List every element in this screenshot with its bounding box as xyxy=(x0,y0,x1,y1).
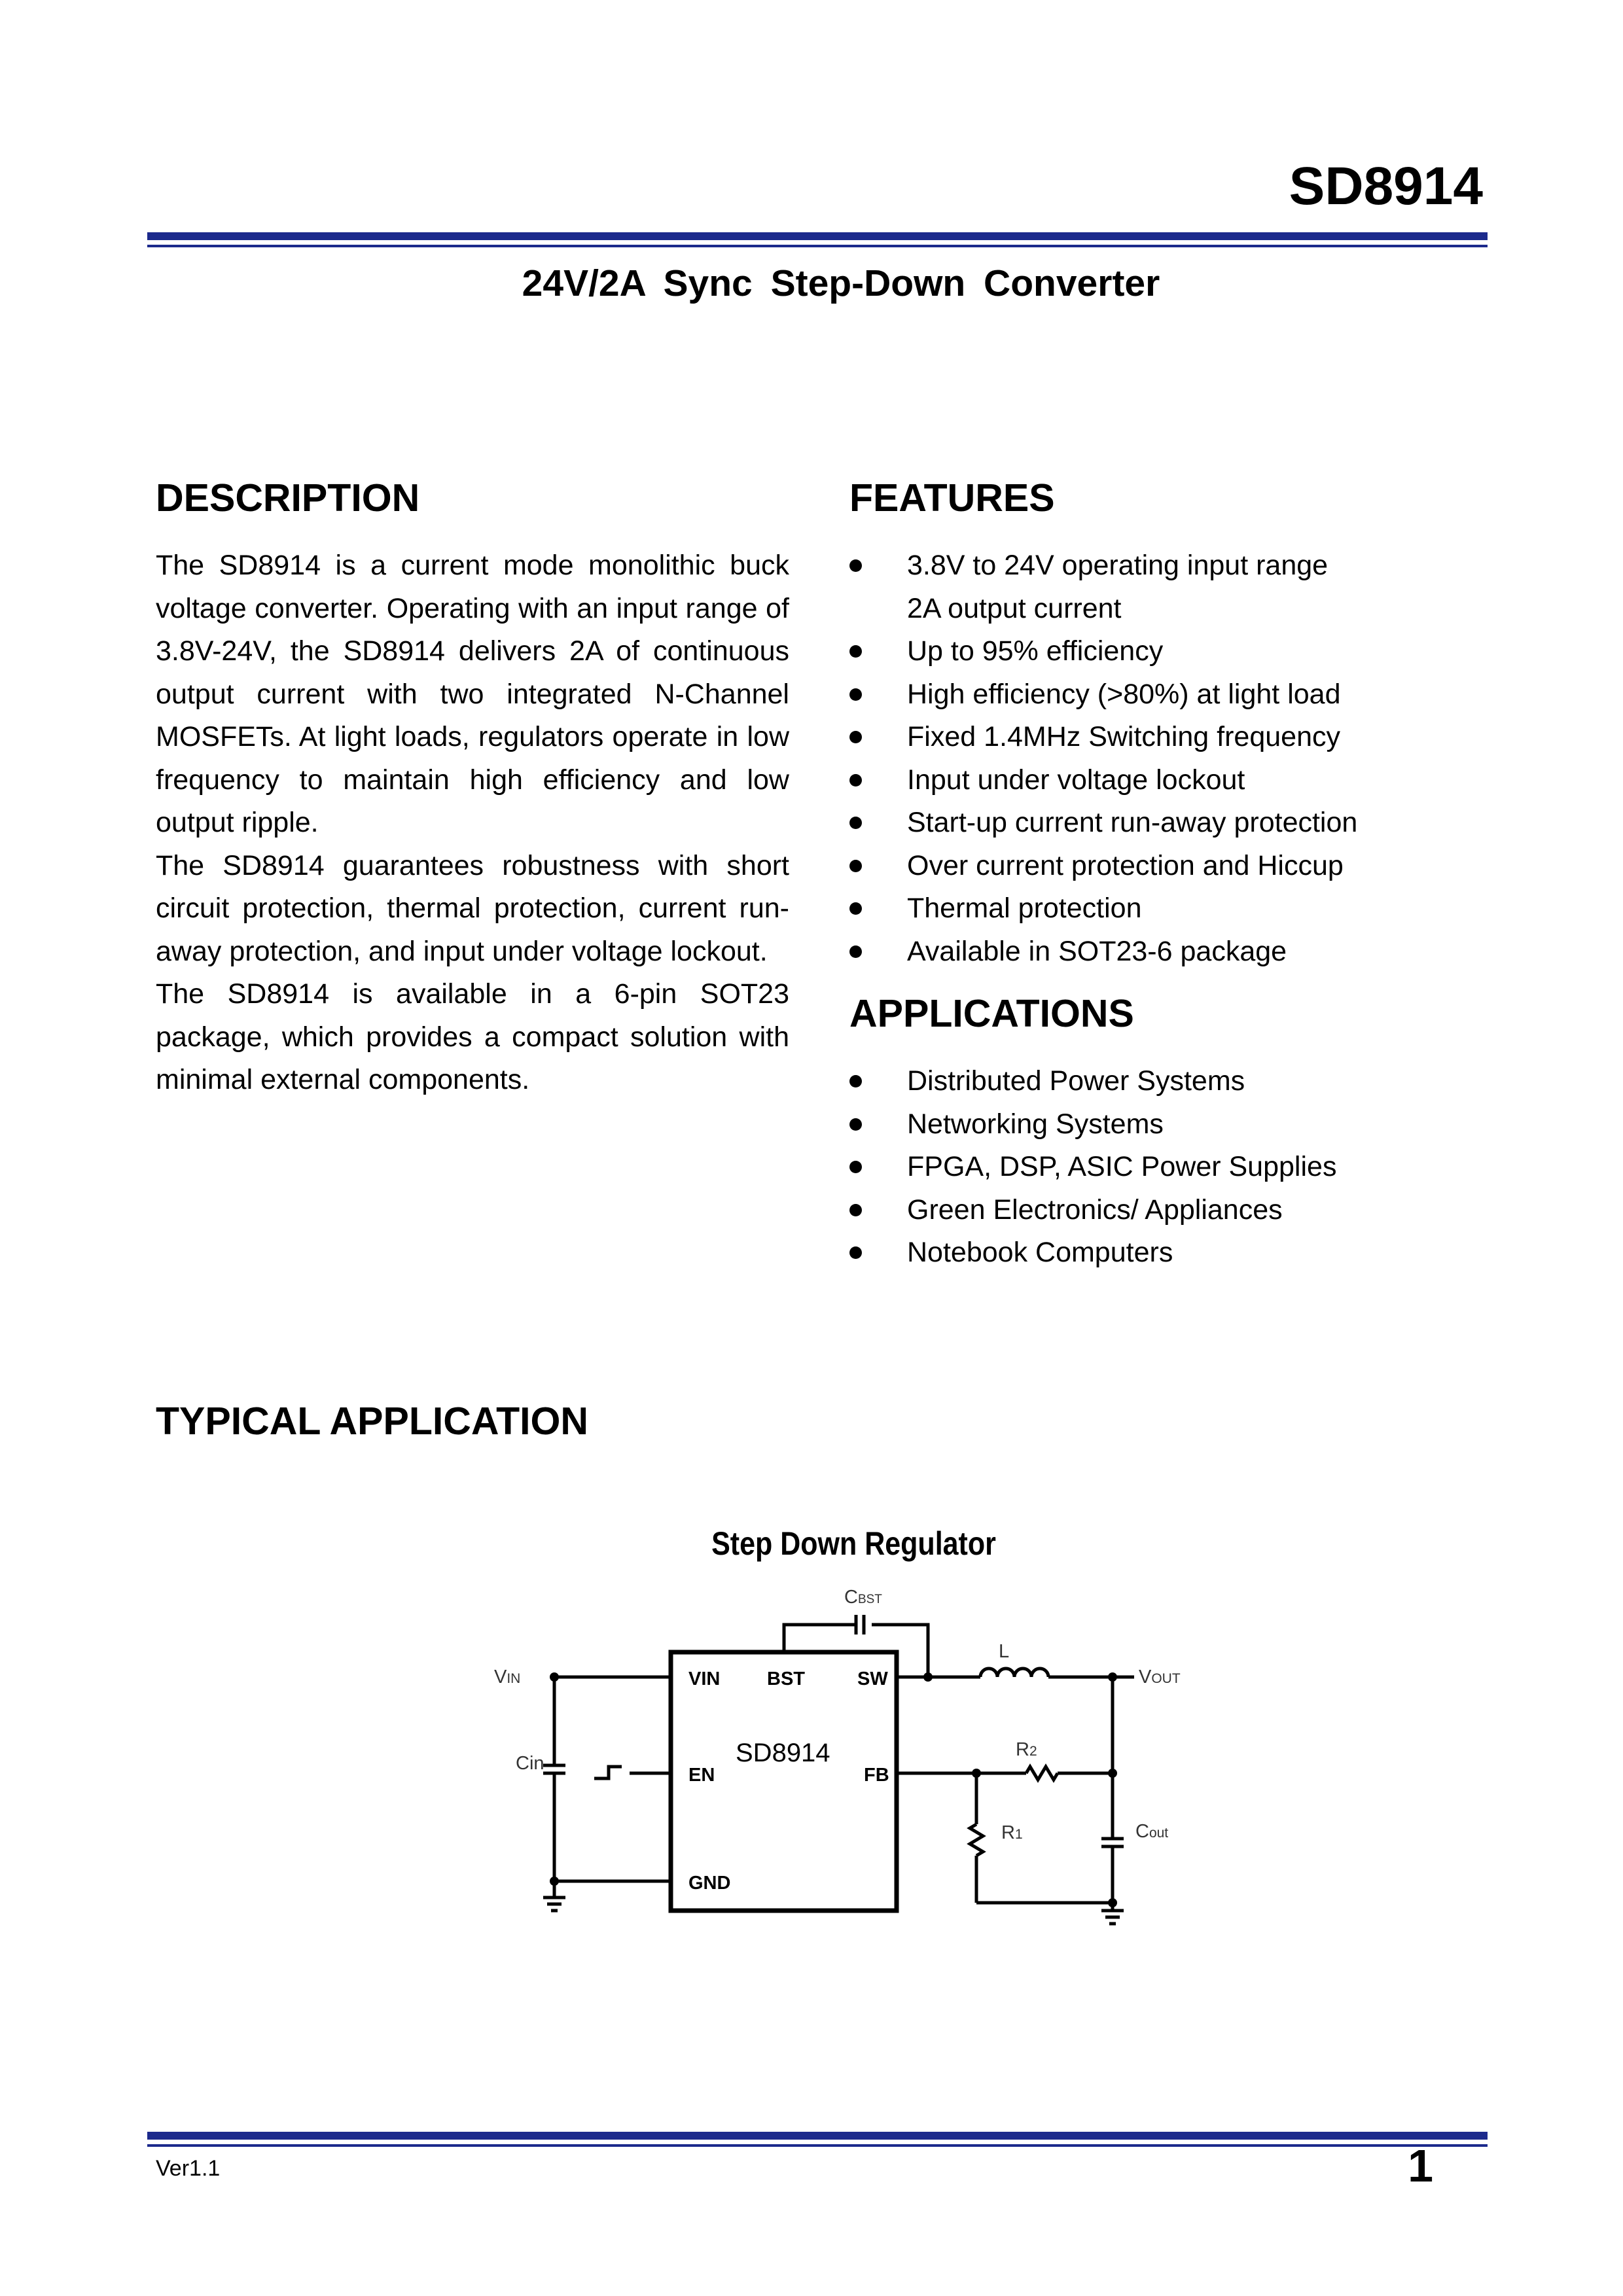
pin-bst: BST xyxy=(767,1669,805,1689)
vin-label: V xyxy=(494,1667,507,1687)
svg-text:R2 xyxy=(1016,1739,1037,1760)
r1-label: R xyxy=(1001,1822,1015,1843)
application-item: Notebook Computers xyxy=(849,1231,1336,1275)
vout-label: V xyxy=(1139,1667,1152,1687)
document-subtitle: 24V/2A Sync Step-Down Converter xyxy=(522,262,1160,304)
part-number: SD8914 xyxy=(1289,156,1483,216)
feature-item: Over current protection and Hiccup xyxy=(849,845,1357,888)
svg-text:CBST xyxy=(844,1587,882,1608)
applications-list xyxy=(849,1060,1336,1275)
features-list xyxy=(849,544,1357,973)
pin-vin: VIN xyxy=(688,1669,721,1689)
pin-sw: SW xyxy=(857,1669,888,1689)
cin-label: Cin xyxy=(516,1753,544,1774)
description-paragraph: The SD8914 guarantees robustness with short circuit protection, thermal protection, current run-away protection, and input under voltage lockout. xyxy=(156,849,789,967)
typical-application-heading: TYPICAL APPLICATION xyxy=(156,1400,589,1443)
r2-label-sub: 2 xyxy=(1029,1744,1037,1759)
svg-text:VIN xyxy=(494,1667,520,1687)
r2-label: R xyxy=(1016,1739,1029,1760)
feature-item: High efficiency (>80%) at light load xyxy=(849,673,1357,716)
description-heading: DESCRIPTION xyxy=(156,476,420,520)
application-item: FPGA, DSP, ASIC Power Supplies xyxy=(849,1146,1336,1189)
description-paragraph: The SD8914 is available in a 6-pin SOT23 package, which provides a compact solution with minimal external components. xyxy=(156,978,789,1095)
inductor-label: L xyxy=(999,1641,1010,1662)
svg-text:R1 xyxy=(1001,1822,1023,1843)
chip-name: SD8914 xyxy=(736,1739,830,1767)
schematic-title: Step Down Regulator xyxy=(711,1525,996,1562)
pin-gnd: GND xyxy=(688,1873,731,1894)
cbst-label: C xyxy=(844,1587,858,1608)
description-paragraph: The SD8914 is a current mode monolithic buck voltage converter. Operating with an input range of 3.8V-24V, the SD8914 delivers 2A of continuous output current with two integrated N-Channel MOSFETs. At light loads, regulators operate in low frequency to maintain high efficiency and low output ripple. xyxy=(156,550,789,838)
footer-rule xyxy=(147,2132,1488,2147)
cout-label: C xyxy=(1135,1821,1149,1842)
page-number: 1 xyxy=(1408,2140,1433,2191)
version-label: Ver1.1 xyxy=(156,2156,221,2181)
application-item: Networking Systems xyxy=(849,1103,1336,1146)
feature-item: 3.8V to 24V operating input range xyxy=(849,544,1357,588)
feature-item: Thermal protection xyxy=(849,887,1357,930)
features-heading: FEATURES xyxy=(849,476,1055,520)
svg-text:VOUT xyxy=(1139,1667,1181,1687)
description-body xyxy=(156,544,789,1102)
vin-label-sub: IN xyxy=(507,1671,521,1686)
application-item: Green Electronics/ Appliances xyxy=(849,1189,1336,1232)
feature-item: 2A output current xyxy=(907,592,1122,624)
cout-label-sub: out xyxy=(1149,1826,1169,1841)
header-rule xyxy=(147,232,1488,247)
step-down-schematic xyxy=(458,1570,1230,1950)
feature-item: Fixed 1.4MHz Switching frequency xyxy=(849,716,1357,759)
feature-item: Input under voltage lockout xyxy=(849,759,1357,802)
r1-label-sub: 1 xyxy=(1014,1827,1023,1842)
cbst-label-sub: BST xyxy=(857,1593,882,1606)
feature-item: Start-up current run-away protection xyxy=(849,802,1357,845)
svg-text:Cout xyxy=(1135,1821,1168,1842)
applications-heading: APPLICATIONS xyxy=(849,992,1134,1035)
pin-fb: FB xyxy=(864,1765,889,1786)
application-item: Distributed Power Systems xyxy=(849,1060,1336,1103)
feature-item: Available in SOT23-6 package xyxy=(849,930,1357,974)
pin-en: EN xyxy=(688,1765,715,1786)
vout-label-sub: OUT xyxy=(1151,1671,1181,1686)
feature-item: Up to 95% efficiency xyxy=(849,630,1357,673)
